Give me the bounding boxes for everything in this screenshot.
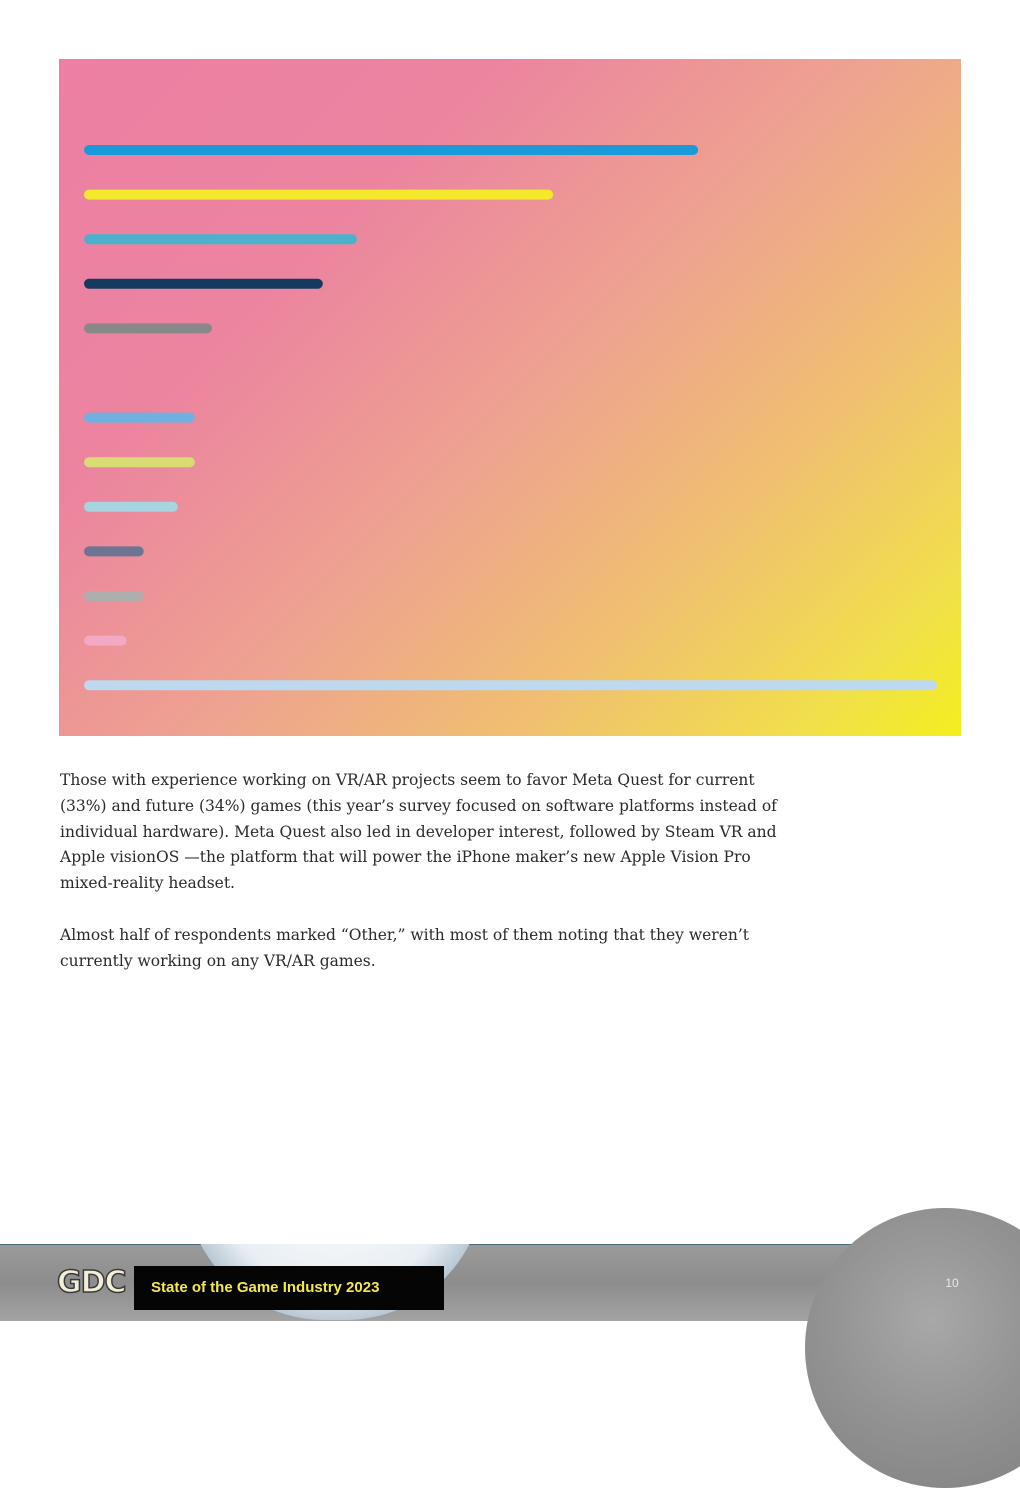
body-paragraph-2: Almost half of respondents marked “Other,” with most of them noting that they weren’t currently working on any VR/AR games.	[60, 926, 750, 970]
bar-chart	[59, 59, 961, 736]
bar-9	[84, 546, 144, 556]
bar-11	[84, 636, 127, 646]
bar-3	[84, 279, 323, 289]
bar-7	[84, 457, 195, 467]
page-number: 10	[945, 1276, 959, 1290]
bar-4	[84, 323, 212, 333]
chart-panel	[59, 59, 961, 736]
report-title-badge	[134, 1266, 444, 1310]
bar-10	[84, 591, 144, 601]
report-title: State of the Game Industry 2023	[151, 1279, 380, 1296]
bar-8	[84, 502, 178, 512]
bar-0	[84, 145, 698, 155]
gdc-logo: GDC	[57, 1265, 126, 1300]
bar-6	[84, 413, 195, 423]
bar-12	[84, 680, 937, 690]
bar-2	[84, 234, 357, 244]
body-paragraph-1: Those with experience working on VR/AR projects seem to favor Meta Quest for current (33%) and future (34%) games (this year’s survey focused on software platforms instead of individual hardware). Meta Quest also led in developer interest, followed by Steam VR and Apple visionOS —the platform that will power the iPhone maker’s new Apple Vision Pro mixed-reality headset.	[60, 771, 777, 893]
bar-1	[84, 190, 553, 200]
